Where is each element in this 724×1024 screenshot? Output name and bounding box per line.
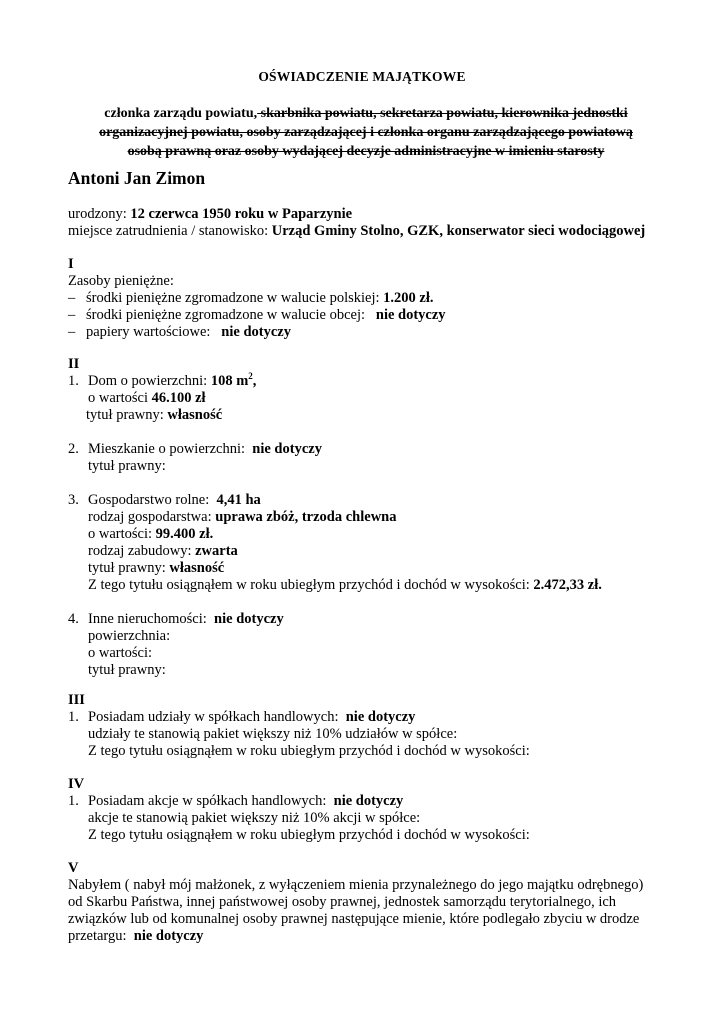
subtitle-strike-3: osobą prawną oraz osoby wydającej decyzje administracyjne w imieniu starosty	[127, 144, 605, 159]
other-area-line: powierzchnia:	[88, 628, 171, 644]
dash-bullet: –	[68, 307, 76, 323]
s3-shares-line	[68, 709, 688, 726]
item-number: 1.	[68, 793, 79, 809]
flat-line	[68, 441, 688, 458]
section-2	[68, 356, 688, 679]
document-subtitle	[88, 104, 644, 161]
house-area: 108 m	[210, 373, 249, 389]
s1-fx-line	[68, 307, 688, 324]
s5-line-2: od Skarbu Państwa, innej państwowej osoby prawnej, jednostek samorządu terytorialnego, ich	[68, 894, 617, 910]
flat-value: nie dotyczy	[252, 441, 322, 457]
house-value: 46.100 zł	[151, 390, 206, 406]
section-5-heading: V	[68, 860, 79, 876]
s5-line-4	[68, 928, 688, 945]
intro-section	[68, 206, 688, 240]
s3-value: nie dotyczy	[345, 709, 416, 725]
farm-value-label: o wartości:	[88, 526, 156, 542]
subtitle-strike-2: organizacyjnej powiatu, osoby zarządzającej i członka organu zarządzającego powiatową	[99, 125, 633, 140]
farm-type: uprawa zbóż, trzoda chlewna	[215, 509, 397, 525]
other-title-line: tytuł prawny:	[88, 662, 166, 678]
item-number: 1.	[68, 373, 79, 389]
s5-label: przetargu:	[68, 928, 134, 944]
farm-title-line	[68, 560, 688, 577]
dash-bullet: –	[68, 324, 76, 340]
job-value: Urząd Gminy Stolno, GZK, konserwator sieci wodociągowej	[271, 223, 646, 239]
dash-bullet: –	[68, 290, 76, 306]
flat-title-line: tytuł prawny:	[88, 458, 166, 474]
farm-income-line	[68, 577, 688, 594]
section-4	[68, 776, 688, 844]
flat-label: Mieszkanie o powierzchni:	[88, 441, 253, 457]
farm-line	[68, 492, 688, 509]
s4-line-3: Z tego tytułu osiągnąłem w roku ubiegłym przychód i dochód w wysokości:	[88, 827, 530, 843]
s3-line-3: Z tego tytułu osiągnąłem w roku ubiegłym przychód i dochód w wysokości:	[88, 743, 530, 759]
s1-sec-value: nie dotyczy	[221, 324, 291, 340]
item-number: 4.	[68, 611, 79, 627]
farm-value-line	[68, 526, 688, 543]
item-number: 3.	[68, 492, 79, 508]
s3-label: Posiadam udziały w spółkach handlowych:	[88, 709, 346, 725]
s4-value: nie dotyczy	[333, 793, 404, 809]
farm-income: 2.472,33 zł.	[533, 577, 602, 593]
house-title-label: tytuł prawny:	[86, 407, 168, 423]
born-label: urodzony:	[68, 206, 131, 222]
job-label: miejsce zatrudnienia / stanowisko:	[68, 223, 272, 239]
s5-line-3: związków lub od komunalnej osoby prawnej następujące mienie, które podlegało zbyciu w drodze	[68, 911, 640, 927]
subtitle-plain: członka zarządu powiatu,	[104, 106, 258, 121]
farm-area: 4,41 ha	[216, 492, 261, 508]
farm-build: zwarta	[195, 543, 238, 559]
farm-title: własność	[169, 560, 225, 576]
s4-stocks-line	[68, 793, 688, 810]
born-line	[68, 206, 688, 223]
s3-line-2: udziały te stanowią pakiet większy niż 10% udziałów w spółce:	[88, 726, 458, 742]
s4-label: Posiadam akcje w spółkach handlowych:	[88, 793, 334, 809]
s1-fx-value: nie dotyczy	[375, 307, 446, 323]
house-value-label: o wartości	[88, 390, 152, 406]
other-label: Inne nieruchomości:	[88, 611, 215, 627]
s5-line-1: Nabyłem ( nabył mój małżonek, z wyłączeniem mienia przynależnego do jego majątku odrębnego)	[68, 877, 644, 893]
s4-line-2: akcje te stanowią pakiet większy niż 10% akcji w spółce:	[88, 810, 421, 826]
other-value: nie dotyczy	[214, 611, 284, 627]
s1-sec-line	[68, 324, 688, 341]
declarant-name: Antoni Jan Zimon	[68, 168, 206, 188]
section-1	[68, 256, 688, 341]
document-title: OŚWIADCZENIE MAJĄTKOWE	[258, 69, 466, 84]
s1-sec-label: papiery wartościowe:	[86, 324, 222, 340]
farm-type-line	[68, 509, 688, 526]
section-4-heading: IV	[68, 776, 85, 792]
section-5	[68, 860, 688, 945]
s5-value: nie dotyczy	[133, 928, 204, 944]
section-1-heading: I	[68, 256, 74, 272]
other-value-line: o wartości:	[88, 645, 153, 661]
section-3-heading: III	[68, 692, 85, 708]
item-number: 1.	[68, 709, 79, 725]
farm-build-label: rodzaj zabudowy:	[88, 543, 196, 559]
house-line	[68, 373, 688, 390]
other-property-line	[68, 611, 688, 628]
s1-pln-line	[68, 290, 688, 307]
house-area-superscript: 2	[248, 371, 253, 382]
s1-fx-label: środki pieniężne zgromadzone w walucie obcej:	[86, 307, 376, 323]
farm-type-label: rodzaj gospodarstwa:	[88, 509, 216, 525]
section-3	[68, 692, 688, 760]
farm-income-label: Z tego tytułu osiągnąłem w roku ubiegłym przychód i dochód w wysokości:	[88, 577, 534, 593]
item-number: 2.	[68, 441, 79, 457]
s1-pln-value: 1.200 zł.	[383, 290, 434, 306]
farm-build-line	[68, 543, 688, 560]
house-label: Dom o powierzchni:	[88, 373, 211, 389]
house-title: własność	[167, 407, 223, 423]
farm-title-label: tytuł prawny:	[88, 560, 170, 576]
house-value-line	[68, 390, 688, 407]
house-comma: ,	[252, 373, 257, 389]
job-line	[68, 223, 688, 240]
s1-pln-label: środki pieniężne zgromadzone w walucie polskiej:	[86, 290, 384, 306]
born-value: 12 czerwca 1950 roku w Paparzynie	[130, 206, 353, 222]
house-title-line	[68, 407, 688, 424]
s1-intro: Zasoby pieniężne:	[68, 273, 174, 289]
section-2-heading: II	[68, 356, 80, 372]
farm-label: Gospodarstwo rolne:	[88, 492, 217, 508]
subtitle-strike-1: skarbnika powiatu, sekretarza powiatu, kierownika jednostki	[257, 106, 628, 121]
farm-value: 99.400 zł.	[155, 526, 214, 542]
